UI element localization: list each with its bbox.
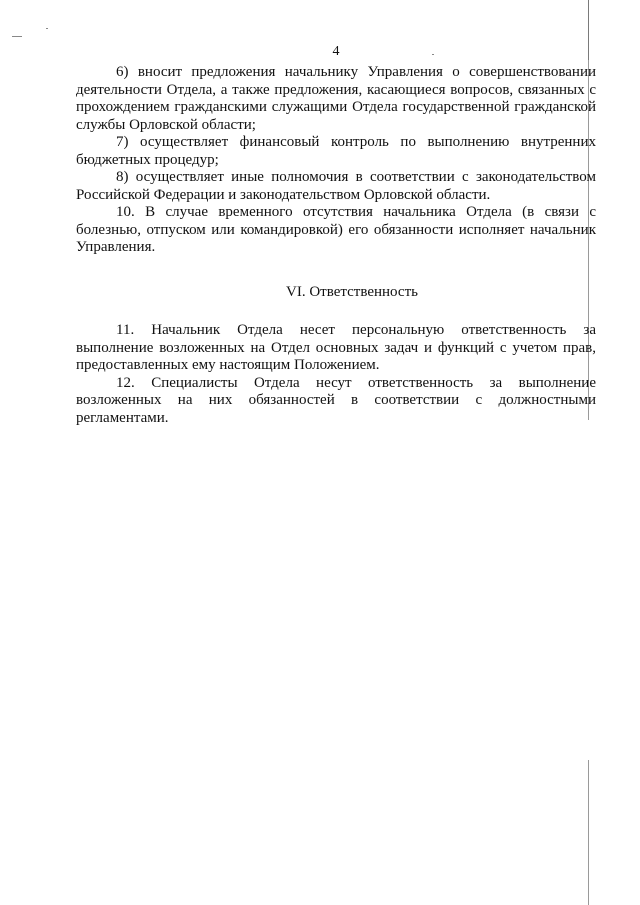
paragraph-item-6: 6) вносит предложения начальнику Управления о совершенствовании деятельности Отдела, а также предложения, касающиеся вопросов, связанных с прохождением гражданскими служащими Отдела государственной гражданской службы Орловской области; <box>76 64 596 133</box>
paragraph-item-7: 7) осуществляет финансовый контроль по выполнению внутренних бюджетных процедур; <box>76 134 596 168</box>
scan-margin-line <box>588 760 589 905</box>
paragraph-clause-10: 10. В случае временного отсутствия начальника Отдела (в связи с болезнью, отпуском или командировкой) его обязанности исполняет начальник Управления. <box>76 204 596 255</box>
page-number: 4 <box>332 44 340 59</box>
scan-artifact <box>46 28 48 29</box>
paragraph-item-8: 8) осуществляет иные полномочия в соответствии с законодательством Российской Федерации и законодательством Орловской области. <box>76 169 596 203</box>
paragraph-clause-11: 11. Начальник Отдела несет персональную ответственность за выполнение возложенных на Отдел основных задач и функций с учетом прав, предоставленных ему настоящим Положением. <box>76 322 596 373</box>
document-body <box>76 64 596 427</box>
paragraph-clause-12: 12. Специалисты Отдела несут ответственность за выполнение возложенных на них обязанностей в соответствии с должностными регламентами. <box>76 374 596 426</box>
scan-artifact <box>12 36 22 37</box>
section-heading: VI. Ответственность <box>286 283 418 300</box>
